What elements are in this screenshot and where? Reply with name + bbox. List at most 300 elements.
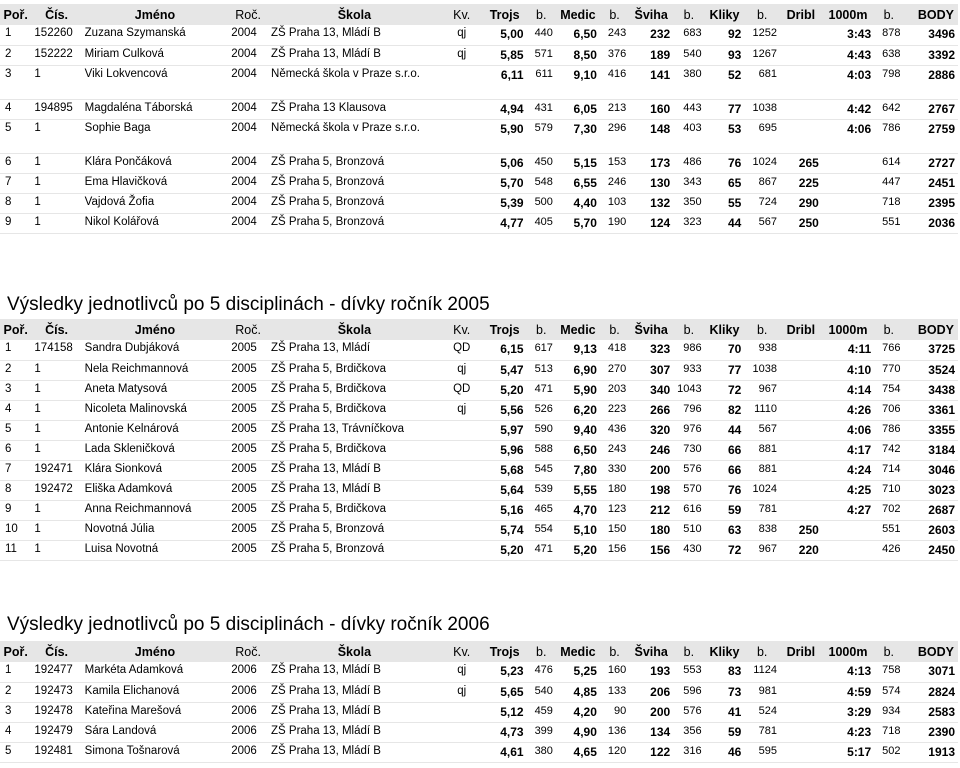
cell-name: Luisa Novotná (82, 540, 229, 560)
cell-school: ZŠ Praha 13, Mládí B (268, 662, 441, 682)
cell-skipping-points: 570 (673, 480, 704, 500)
cell-skipping: 206 (629, 682, 673, 702)
cell-triple-jump-points: 450 (527, 153, 556, 173)
cell-triple-jump-points: 500 (527, 193, 556, 213)
column-header-triple-jump-points: b. (536, 322, 547, 337)
cell-triple-jump-points: 539 (527, 480, 556, 500)
cell-medicine-ball-points: 416 (600, 65, 629, 99)
cell-total-points: 2759 (903, 119, 958, 153)
cell-qualification (441, 193, 483, 213)
cell-year: 2005 (228, 400, 268, 420)
cell-push-ups: 76 (705, 153, 745, 173)
cell-push-ups: 72 (705, 540, 745, 560)
column-header-number: Čís. (45, 644, 68, 659)
cell-skipping: 189 (629, 45, 673, 65)
cell-total-points: 2687 (903, 500, 958, 520)
cell-push-ups: 59 (705, 500, 745, 520)
cell-push-ups: 73 (705, 682, 745, 702)
cell-name: Kamila Elichanová (82, 682, 229, 702)
cell-triple-jump: 5,85 (483, 45, 527, 65)
cell-triple-jump-points: 380 (527, 742, 556, 762)
cell-run-points: 551 (874, 213, 903, 233)
results-table (0, 4, 958, 234)
cell-push-ups-points: 981 (744, 682, 780, 702)
cell-name: Antonie Kelnárová (82, 420, 229, 440)
cell-skipping-points: 596 (673, 682, 704, 702)
cell-skipping: 132 (629, 193, 673, 213)
cell-push-ups: 65 (705, 173, 745, 193)
cell-year: 2006 (228, 702, 268, 722)
cell-triple-jump-points: 611 (527, 65, 556, 99)
cell-rank: 4 (0, 99, 31, 119)
column-header-dribble: Dribl (786, 644, 816, 659)
cell-triple-jump-points: 545 (527, 460, 556, 480)
column-header-name: Jméno (134, 322, 176, 337)
cell-run-points: 502 (874, 742, 903, 762)
cell-qualification: qj (441, 662, 483, 682)
cell-run-1000m: 4:23 (822, 722, 874, 742)
cell-run-1000m: 4:43 (822, 45, 874, 65)
cell-name: Kateřina Marešová (82, 702, 229, 722)
table-row (0, 440, 958, 460)
cell-medicine-ball-points: 330 (600, 460, 629, 480)
cell-run-points: 742 (874, 440, 903, 460)
table-row (0, 702, 958, 722)
cell-skipping: 180 (629, 520, 673, 540)
column-header-triple-jump-points: b. (536, 644, 547, 659)
cell-triple-jump: 5,74 (483, 520, 527, 540)
cell-rank: 3 (0, 702, 31, 722)
cell-skipping: 130 (629, 173, 673, 193)
cell-dribble (780, 380, 822, 400)
cell-medicine-ball-points: 376 (600, 45, 629, 65)
column-header-run-points: b. (883, 644, 895, 659)
cell-number: 1 (31, 440, 81, 460)
cell-medicine-ball: 7,30 (556, 119, 600, 153)
table-row (0, 65, 958, 99)
cell-year: 2004 (228, 213, 268, 233)
cell-year: 2005 (228, 420, 268, 440)
cell-run-1000m: 4:14 (822, 380, 874, 400)
cell-run-1000m (822, 213, 874, 233)
cell-name: Aneta Matysová (82, 380, 229, 400)
cell-medicine-ball: 6,55 (556, 173, 600, 193)
cell-school: Německá škola v Praze s.r.o. (268, 65, 441, 99)
cell-school: ZŠ Praha 13, Mládí (268, 340, 441, 360)
cell-medicine-ball: 6,50 (556, 25, 600, 45)
cell-rank: 10 (0, 520, 31, 540)
cell-school: ZŠ Praha 5, Bronzová (268, 520, 441, 540)
table-row (0, 380, 958, 400)
cell-run-1000m: 3:29 (822, 702, 874, 722)
cell-run-1000m: 4:17 (822, 440, 874, 460)
cell-rank: 1 (0, 340, 31, 360)
cell-run-1000m: 5:17 (822, 742, 874, 762)
column-header-run-points: b. (883, 322, 895, 337)
cell-run-1000m: 4:06 (822, 119, 874, 153)
cell-push-ups-points: 1038 (744, 99, 780, 119)
cell-triple-jump-points: 526 (527, 400, 556, 420)
cell-school: ZŠ Praha 13, Mládí B (268, 722, 441, 742)
table-row (0, 153, 958, 173)
cell-push-ups: 52 (705, 65, 745, 99)
cell-skipping: 124 (629, 213, 673, 233)
cell-skipping: 134 (629, 722, 673, 742)
cell-rank: 7 (0, 460, 31, 480)
cell-year: 2005 (228, 380, 268, 400)
cell-medicine-ball: 9,10 (556, 65, 600, 99)
column-header-total-points: BODY (917, 7, 954, 22)
cell-run-points: 770 (874, 360, 903, 380)
cell-rank: 8 (0, 193, 31, 213)
cell-school: Německá škola v Praze s.r.o. (268, 119, 441, 153)
cell-dribble (780, 65, 822, 99)
cell-number: 1 (31, 193, 81, 213)
cell-year: 2005 (228, 340, 268, 360)
cell-medicine-ball: 5,20 (556, 540, 600, 560)
cell-name: Eliška Adamková (82, 480, 229, 500)
column-header-triple-jump: Trojs (489, 322, 520, 337)
cell-qualification (441, 722, 483, 742)
column-header-triple-jump: Trojs (489, 644, 520, 659)
header-row (0, 4, 958, 25)
cell-qualification (441, 500, 483, 520)
cell-medicine-ball-points: 153 (600, 153, 629, 173)
column-header-push-ups: Kliky (709, 644, 740, 659)
cell-run-1000m: 3:43 (822, 25, 874, 45)
column-header-year: Roč. (235, 7, 261, 22)
cell-push-ups: 66 (705, 460, 745, 480)
cell-dribble: 250 (780, 520, 822, 540)
cell-triple-jump: 5,65 (483, 682, 527, 702)
cell-school: ZŠ Praha 5, Bronzová (268, 153, 441, 173)
cell-medicine-ball-points: 156 (600, 540, 629, 560)
cell-year: 2004 (228, 193, 268, 213)
cell-medicine-ball-points: 203 (600, 380, 629, 400)
cell-total-points: 3184 (903, 440, 958, 460)
column-header-year: Roč. (235, 644, 261, 659)
cell-skipping-points: 933 (673, 360, 704, 380)
cell-dribble (780, 99, 822, 119)
cell-school: ZŠ Praha 13, Mládí B (268, 702, 441, 722)
cell-name: Klára Pončáková (82, 153, 229, 173)
cell-medicine-ball-points: 103 (600, 193, 629, 213)
cell-school: ZŠ Praha 13 Klausova (268, 99, 441, 119)
cell-total-points: 2395 (903, 193, 958, 213)
cell-total-points: 3355 (903, 420, 958, 440)
cell-run-points: 706 (874, 400, 903, 420)
cell-school: ZŠ Praha 5, Brdičkova (268, 400, 441, 420)
column-header-number: Čís. (45, 322, 68, 337)
cell-year: 2005 (228, 360, 268, 380)
table-row (0, 480, 958, 500)
cell-medicine-ball: 6,05 (556, 99, 600, 119)
cell-number: 192471 (31, 460, 81, 480)
cell-total-points: 3725 (903, 340, 958, 360)
cell-dribble (780, 500, 822, 520)
cell-run-1000m (822, 153, 874, 173)
cell-medicine-ball-points: 296 (600, 119, 629, 153)
cell-total-points: 3046 (903, 460, 958, 480)
cell-medicine-ball-points: 136 (600, 722, 629, 742)
cell-school: ZŠ Praha 5, Brdičkova (268, 360, 441, 380)
cell-year: 2005 (228, 480, 268, 500)
cell-rank: 1 (0, 25, 31, 45)
column-header-skipping: Šviha (634, 7, 668, 22)
cell-dribble (780, 420, 822, 440)
cell-skipping-points: 323 (673, 213, 704, 233)
cell-name: Ema Hlavičková (82, 173, 229, 193)
column-header-medicine-ball-points: b. (609, 644, 620, 659)
cell-year: 2006 (228, 742, 268, 762)
cell-dribble (780, 119, 822, 153)
cell-push-ups-points: 695 (744, 119, 780, 153)
cell-push-ups: 44 (705, 420, 745, 440)
cell-medicine-ball: 5,70 (556, 213, 600, 233)
cell-push-ups-points: 781 (744, 722, 780, 742)
header-row (0, 319, 958, 340)
column-header-number: Čís. (45, 7, 68, 22)
cell-run-points: 447 (874, 173, 903, 193)
cell-skipping: 141 (629, 65, 673, 99)
cell-rank: 4 (0, 400, 31, 420)
cell-rank: 5 (0, 742, 31, 762)
cell-skipping: 212 (629, 500, 673, 520)
cell-push-ups: 72 (705, 380, 745, 400)
cell-total-points: 3438 (903, 380, 958, 400)
column-header-triple-jump: Trojs (489, 7, 520, 22)
cell-rank: 5 (0, 420, 31, 440)
column-header-push-ups-points: b. (756, 7, 768, 22)
cell-rank: 8 (0, 480, 31, 500)
cell-skipping-points: 540 (673, 45, 704, 65)
cell-triple-jump: 5,64 (483, 480, 527, 500)
cell-skipping-points: 380 (673, 65, 704, 99)
cell-push-ups-points: 567 (744, 213, 780, 233)
cell-skipping: 320 (629, 420, 673, 440)
table-row (0, 360, 958, 380)
cell-qualification (441, 119, 483, 153)
cell-triple-jump-points: 617 (527, 340, 556, 360)
cell-skipping-points: 1043 (673, 380, 704, 400)
cell-total-points: 3361 (903, 400, 958, 420)
cell-triple-jump-points: 588 (527, 440, 556, 460)
cell-rank: 7 (0, 173, 31, 193)
cell-school: ZŠ Praha 5, Bronzová (268, 173, 441, 193)
cell-triple-jump-points: 540 (527, 682, 556, 702)
column-header-rank: Poř. (3, 322, 28, 337)
cell-medicine-ball-points: 180 (600, 480, 629, 500)
table-row (0, 340, 958, 360)
cell-qualification (441, 480, 483, 500)
column-header-skipping: Šviha (634, 644, 668, 659)
cell-total-points: 2886 (903, 65, 958, 99)
cell-push-ups-points: 1038 (744, 360, 780, 380)
cell-qualification: qj (441, 400, 483, 420)
cell-triple-jump-points: 548 (527, 173, 556, 193)
cell-run-points: 702 (874, 500, 903, 520)
cell-push-ups-points: 524 (744, 702, 780, 722)
cell-medicine-ball: 4,65 (556, 742, 600, 762)
cell-skipping: 148 (629, 119, 673, 153)
cell-push-ups-points: 867 (744, 173, 780, 193)
column-header-push-ups: Kliky (709, 7, 740, 22)
cell-run-1000m: 4:13 (822, 662, 874, 682)
cell-skipping: 122 (629, 742, 673, 762)
cell-qualification (441, 440, 483, 460)
cell-rank: 9 (0, 500, 31, 520)
cell-skipping: 323 (629, 340, 673, 360)
cell-medicine-ball: 4,70 (556, 500, 600, 520)
cell-triple-jump: 5,97 (483, 420, 527, 440)
cell-name: Magdaléna Táborská (82, 99, 229, 119)
cell-dribble (780, 440, 822, 460)
cell-qualification (441, 742, 483, 762)
column-header-push-ups-points: b. (756, 644, 768, 659)
cell-triple-jump-points: 476 (527, 662, 556, 682)
table-row (0, 520, 958, 540)
cell-skipping-points: 356 (673, 722, 704, 742)
cell-run-1000m: 4:26 (822, 400, 874, 420)
cell-push-ups-points: 781 (744, 500, 780, 520)
cell-total-points: 2450 (903, 540, 958, 560)
cell-number: 192472 (31, 480, 81, 500)
cell-push-ups: 70 (705, 340, 745, 360)
cell-medicine-ball-points: 123 (600, 500, 629, 520)
cell-total-points: 2390 (903, 722, 958, 742)
cell-triple-jump: 4,73 (483, 722, 527, 742)
table-row (0, 119, 958, 153)
cell-dribble (780, 400, 822, 420)
cell-medicine-ball: 6,20 (556, 400, 600, 420)
column-header-dribble: Dribl (786, 322, 816, 337)
cell-medicine-ball: 5,15 (556, 153, 600, 173)
cell-push-ups-points: 724 (744, 193, 780, 213)
cell-qualification: qj (441, 25, 483, 45)
cell-total-points: 1913 (903, 742, 958, 762)
column-header-name: Jméno (134, 7, 176, 22)
column-header-skipping-points: b. (683, 322, 695, 337)
cell-year: 2004 (228, 173, 268, 193)
cell-name: Nicoleta Malinovská (82, 400, 229, 420)
table-row (0, 193, 958, 213)
cell-dribble (780, 480, 822, 500)
table-row (0, 460, 958, 480)
cell-qualification (441, 520, 483, 540)
cell-push-ups: 92 (705, 25, 745, 45)
cell-dribble (780, 360, 822, 380)
cell-medicine-ball: 5,25 (556, 662, 600, 682)
cell-name: Sophie Baga (82, 119, 229, 153)
cell-run-points: 710 (874, 480, 903, 500)
cell-number: 1 (31, 420, 81, 440)
cell-push-ups: 63 (705, 520, 745, 540)
table-row (0, 45, 958, 65)
cell-medicine-ball-points: 150 (600, 520, 629, 540)
cell-run-points: 714 (874, 460, 903, 480)
cell-skipping: 198 (629, 480, 673, 500)
cell-medicine-ball-points: 243 (600, 440, 629, 460)
cell-run-1000m: 4:06 (822, 420, 874, 440)
column-header-medicine-ball: Medic (560, 322, 596, 337)
cell-total-points: 2727 (903, 153, 958, 173)
cell-number: 192479 (31, 722, 81, 742)
cell-name: Lada Skleničková (82, 440, 229, 460)
cell-triple-jump-points: 590 (527, 420, 556, 440)
cell-number: 192481 (31, 742, 81, 762)
column-header-run-points: b. (883, 7, 895, 22)
cell-push-ups: 46 (705, 742, 745, 762)
cell-push-ups-points: 595 (744, 742, 780, 762)
cell-run-1000m: 4:11 (822, 340, 874, 360)
cell-medicine-ball: 4,20 (556, 702, 600, 722)
cell-name: Novotná Júlia (82, 520, 229, 540)
cell-push-ups: 66 (705, 440, 745, 460)
cell-school: ZŠ Praha 13, Mládí B (268, 480, 441, 500)
cell-rank: 1 (0, 662, 31, 682)
cell-medicine-ball-points: 436 (600, 420, 629, 440)
cell-medicine-ball-points: 120 (600, 742, 629, 762)
cell-name: Simona Tošnarová (82, 742, 229, 762)
column-header-push-ups: Kliky (709, 322, 740, 337)
cell-medicine-ball-points: 223 (600, 400, 629, 420)
cell-dribble: 265 (780, 153, 822, 173)
cell-triple-jump: 5,56 (483, 400, 527, 420)
cell-triple-jump: 5,12 (483, 702, 527, 722)
cell-skipping-points: 986 (673, 340, 704, 360)
cell-run-points: 758 (874, 662, 903, 682)
section-title: Výsledky jednotlivců po 5 disciplinách - dívky ročník 2005 (7, 294, 490, 315)
cell-total-points: 3496 (903, 25, 958, 45)
cell-name: Nela Reichmannová (82, 360, 229, 380)
header-row (0, 641, 958, 662)
cell-run-1000m: 4:24 (822, 460, 874, 480)
cell-year: 2004 (228, 65, 268, 99)
cell-run-1000m (822, 173, 874, 193)
cell-skipping-points: 796 (673, 400, 704, 420)
cell-qualification (441, 213, 483, 233)
cell-total-points: 3071 (903, 662, 958, 682)
cell-year: 2005 (228, 460, 268, 480)
cell-dribble: 225 (780, 173, 822, 193)
cell-school: ZŠ Praha 5, Bronzová (268, 213, 441, 233)
cell-push-ups-points: 1024 (744, 153, 780, 173)
cell-number: 1 (31, 500, 81, 520)
cell-skipping-points: 486 (673, 153, 704, 173)
cell-run-points: 786 (874, 119, 903, 153)
cell-skipping: 200 (629, 460, 673, 480)
table-row (0, 722, 958, 742)
cell-total-points: 3023 (903, 480, 958, 500)
cell-year: 2004 (228, 45, 268, 65)
cell-medicine-ball: 9,13 (556, 340, 600, 360)
table-row (0, 742, 958, 762)
cell-qualification (441, 65, 483, 99)
cell-run-points: 798 (874, 65, 903, 99)
cell-medicine-ball-points: 90 (600, 702, 629, 722)
cell-skipping-points: 403 (673, 119, 704, 153)
cell-run-points: 934 (874, 702, 903, 722)
cell-push-ups-points: 881 (744, 460, 780, 480)
cell-dribble (780, 722, 822, 742)
cell-triple-jump: 5,20 (483, 540, 527, 560)
cell-year: 2004 (228, 99, 268, 119)
cell-triple-jump: 5,20 (483, 380, 527, 400)
cell-medicine-ball: 4,90 (556, 722, 600, 742)
cell-total-points: 2767 (903, 99, 958, 119)
column-header-run-1000m: 1000m (828, 644, 868, 659)
cell-triple-jump: 5,96 (483, 440, 527, 460)
